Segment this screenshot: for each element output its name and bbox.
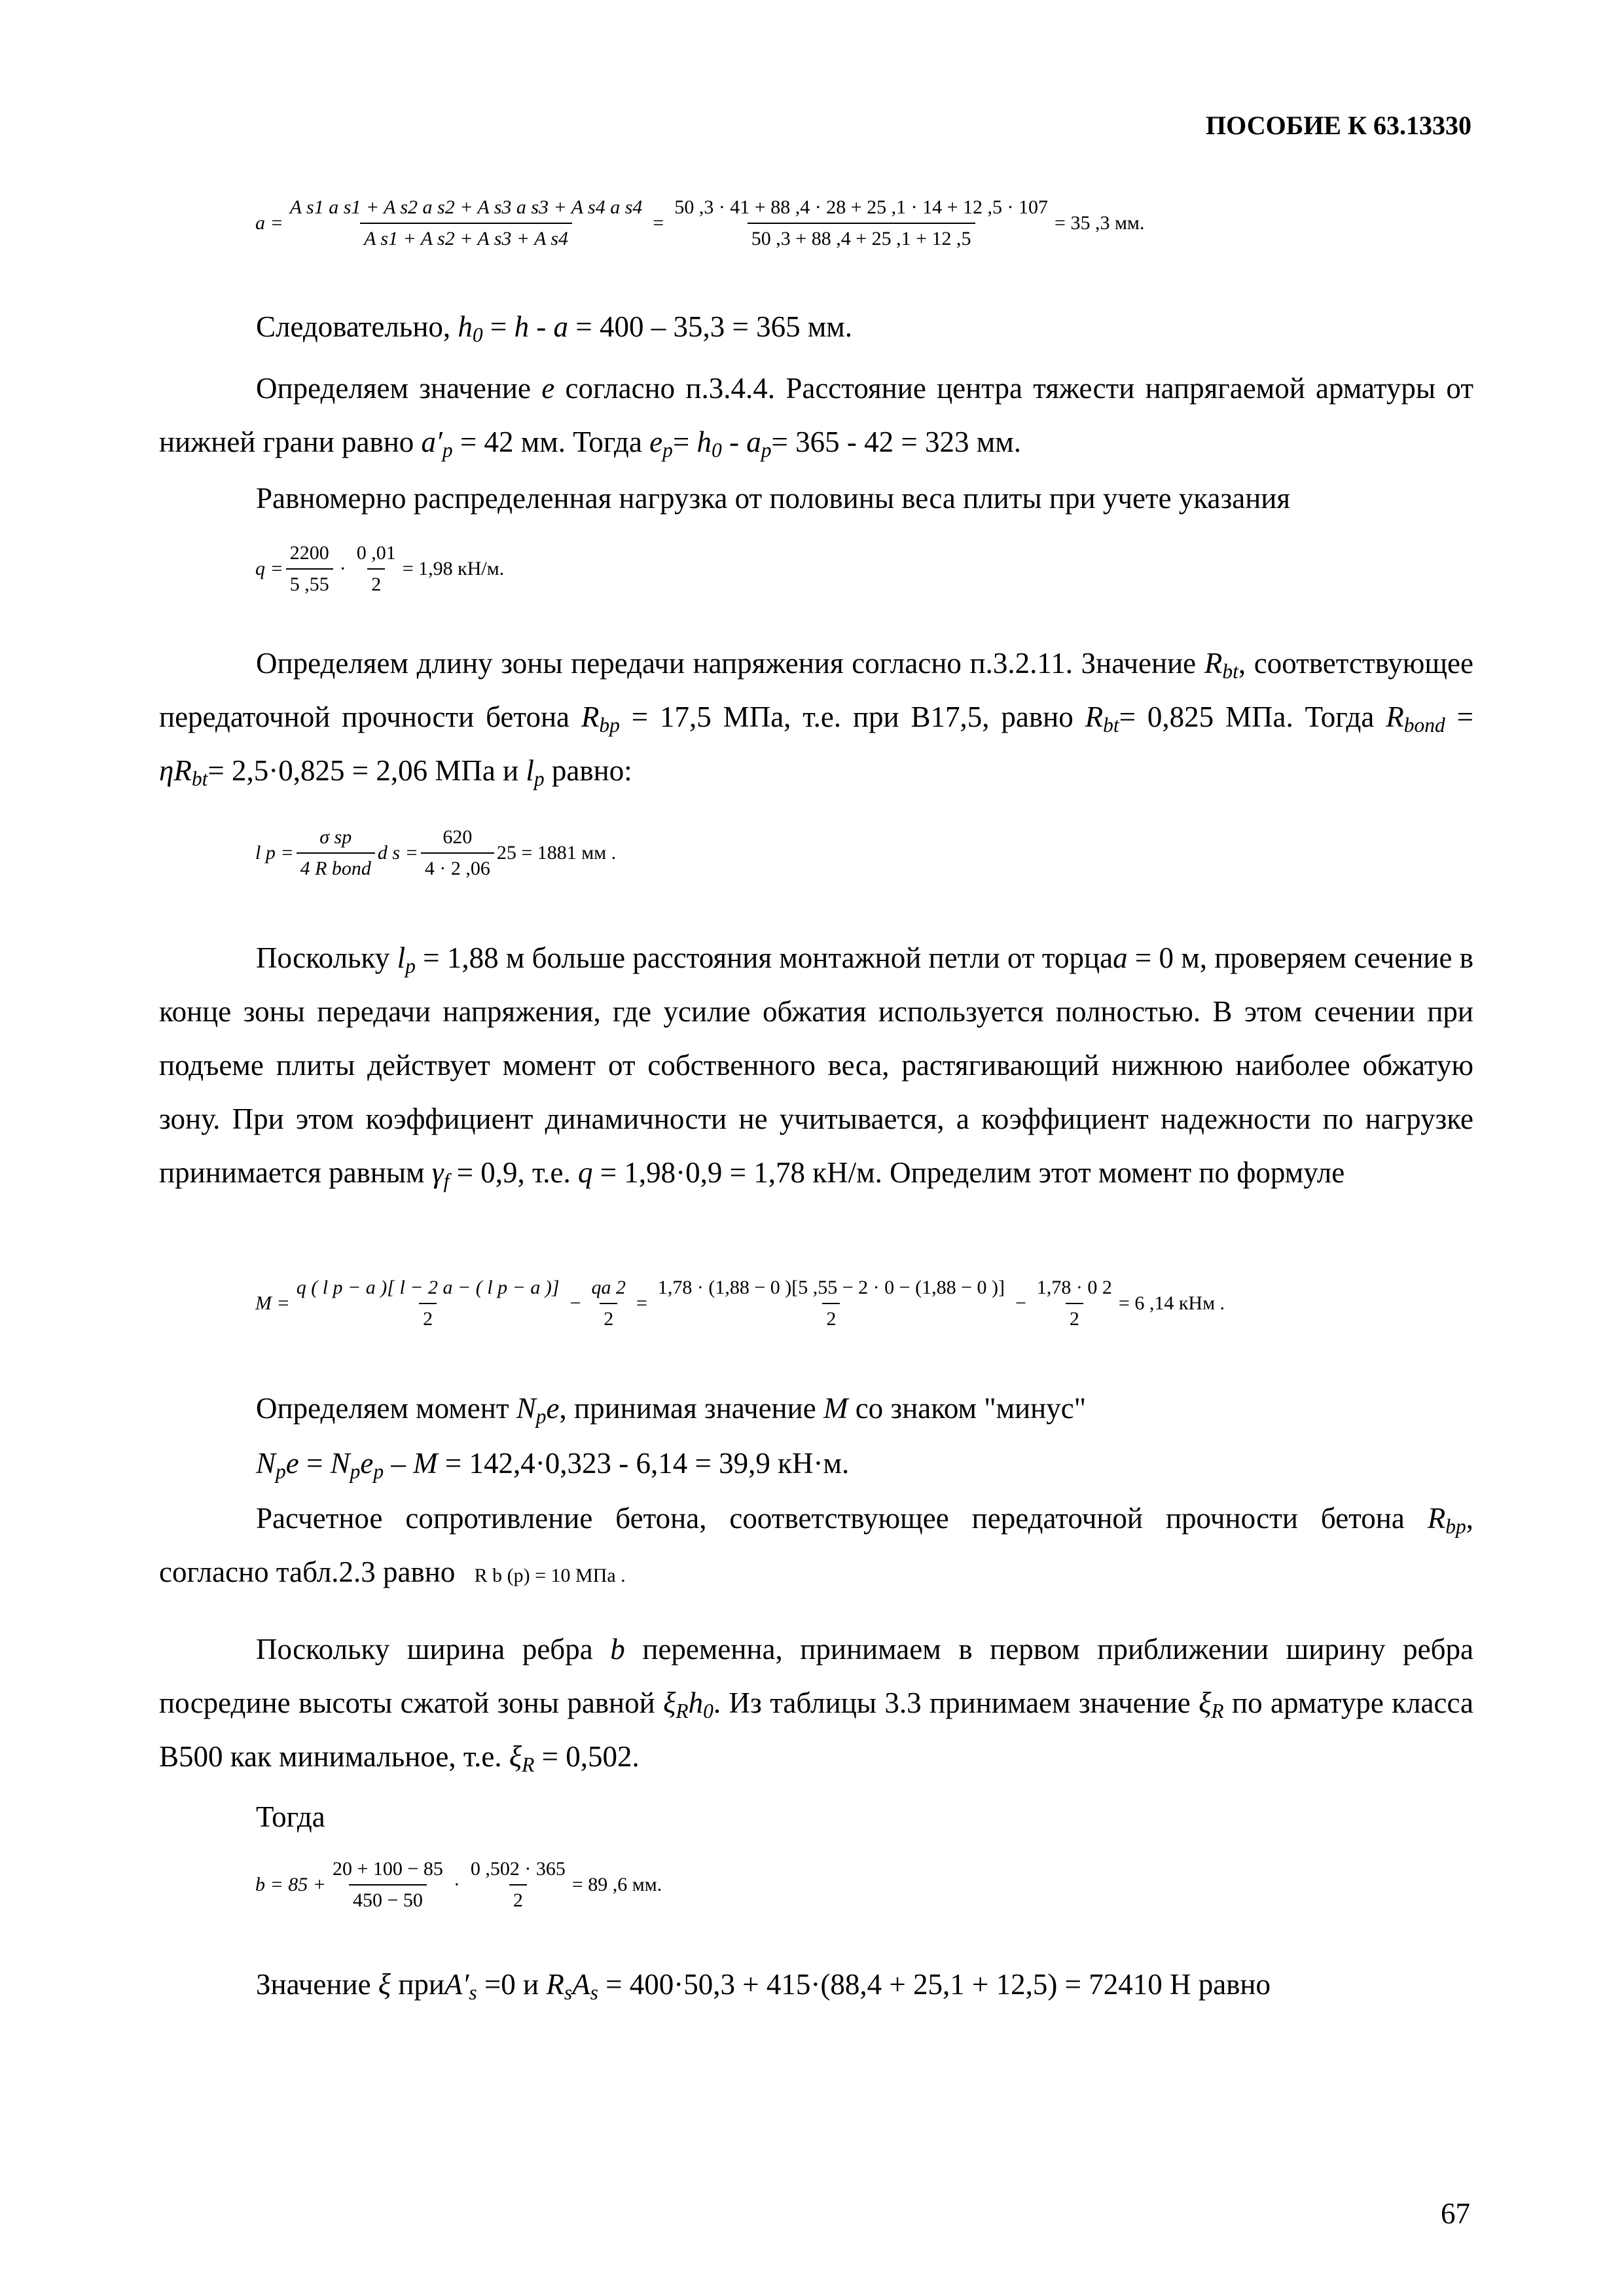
paragraph-rib-width: Поскольку ширина ребра b переменна, принимаем в первом приближении ширину ребра посредине высоты сжатой зоны равной $\xi_Rh_0$. Из таблицы 3.3 принимаем значение $\xi_R$ по арматуре класса В500 как минимальное, т.е. $\xi_R = 0,502$.: [159, 1633, 1473, 1776]
formula-q-lhs: q =: [255, 558, 283, 579]
formula-rb: R b (p) = 10 МПа .: [474, 1565, 626, 1586]
formula-a-den-val: 50 ,3 + 88 ,4 + 25 ,1 + 12 ,5: [748, 223, 975, 250]
paragraph-transfer-zone: Определяем длину зоны передачи напряжения согласно п.3.2.11. Значение $R_{bt}$, соответствующее передаточной прочности бетона $R_{bp} = 17,5$ МПа, т.е. при В17,5, равно $R_{bt}= 0,825$ МПа. Тогда $R_{bond} = \eta R_{bt}= 2,5\cdot 0,825 = 2,06$ МПа и $l_p$ равно:: [159, 647, 1474, 790]
formula-q-result: = 1,98 кН/м.: [402, 558, 505, 579]
paragraph-h0: Следовательно, $h_0 = h - a = 400 - 35,3 = 365$ мм.: [256, 310, 853, 346]
paragraph-npe-calc: $N_pe = N_pe_p - M = 142,4\cdot 0,323 - 6,14 = 39,9$ кН·м.: [256, 1447, 850, 1483]
formula-lp-lhs: l p =: [255, 842, 294, 864]
formula-a-den-sym: A s1 + A s2 + A s3 + A s4: [360, 223, 572, 250]
formula-a-num-sym: A s1 a s1 + A s2 a s2 + A s3 a s3 + A s4 a s4: [289, 196, 643, 218]
formula-a-frac-symbolic: [286, 196, 647, 250]
formula-M-lhs: M =: [255, 1292, 290, 1314]
formula-a-lhs: a =: [255, 212, 283, 234]
formula-M-result: = 6 ,14 кНм .: [1118, 1292, 1225, 1314]
formula-a-result: = 35 ,3 мм.: [1055, 212, 1145, 234]
paragraph-moment-npe: Определяем момент $N_pe$, принимая значение M со знаком "минус": [256, 1392, 1087, 1428]
formula-lp-result: 25 = 1881 мм .: [496, 842, 617, 864]
formula-q: q = $\frac{2200}{5 ,55}$ · $\frac{0 ,01}{2}$ = 1,98 кН/м.: [255, 542, 505, 595]
page-header: ПОСОБИЕ К 63.13330: [1206, 111, 1471, 140]
page-number: 67: [1441, 2197, 1470, 2230]
paragraph-load: Равномерно распределенная нагрузка от половины веса плиты при учете указания: [256, 482, 1291, 515]
paragraph-xi: Значение ξ $приA'_s =0$ и $R_sA_s = 400\cdot 50,3 + 415\cdot(88,4 + 25,1 + 12,5) = 72410$ Н равно: [256, 1968, 1271, 2004]
formula-a-frac-values: [670, 196, 1052, 250]
paragraph-rb: Расчетное сопротивление бетона, соответствующее передаточной прочности бетона $R_{bp}$, согласно табл.2.3 равно R b (p) = 10 МПа .: [159, 1502, 1473, 1588]
paragraph-section-check: Поскольку $l_p = 1,88$ м больше расстояния монтажной петли от торцаa = 0 м, проверяем сечение в конце зоны передачи напряжения, где усилие обжатия используется полностью. В этом сечении при подъеме плиты действует момент от собственного веса, растягивающий нижнюю наиболее обжатую зону. При этом коэффициент динамичности не учитывается, а коэффициент надежности по нагрузке принимается равным $\gamma_f = 0,9$, т.е. q = 1,98·0,9 = 1,78 кН/м. Определим этот момент по формуле: [159, 941, 1473, 1192]
formula-a-num-val: 50 ,3 · 41 + 88 ,4 · 28 + 25 ,1 · 14 + 12 ,5 · 107: [674, 196, 1049, 218]
formula-b: b = 85 + $\frac{20 + 100 - 85}{450 - 50}$ · $\frac{0 ,502 \cdot 365}{2}$ = 89 ,6 мм.: [255, 1858, 662, 1911]
paragraph-e: Определяем значение e согласно п.3.4.4. Расстояние центра тяжести напрягаемой арматуры от нижней грани равно $a'_p = 42$ мм. Тогда $e_p= h_0 - a_p= 365 - 42 = 323$ мм.: [159, 372, 1473, 462]
formula-a: a = $\frac{\text{A s1 a s1 + A s2 a s2 + A s3 a s3 + A s4 a s4}}{\text{A s1 + A s2 + A s3 + A s4}}$ = $\frac{50 ,3 \cdot 41 + 88 ,4 \cdot 28 + 25 ,1 \cdot 14 + 12 ,5 \cdot 107}{50 ,3 + 88 ,4 + 25 ,1 + 12 ,5}$ = 35 ,3 мм.: [255, 196, 1145, 249]
formula-M: M = $\frac{\text{q ( l p − a )[ l − 2 a − ( l p − a )]}}{2}$ − $\frac{qa 2}{2}$ = $\frac{1,78 \cdot (1,88 - 0 )[5 ,55 - 2 \cdot 0 - (1,88 - 0 )]}{2}$ − $\frac{1,78 \cdot 0 2}{2}$ = 6 ,14 кНм .: [255, 1277, 1225, 1330]
formula-b-result: = 89 ,6 мм.: [571, 1874, 662, 1895]
paragraph-then: Тогда: [256, 1800, 325, 1833]
formula-lp: l p = $\frac{\text{σ sp}}{\text{4 R bond}}$ d s = $\frac{620}{4 \cdot 2 ,06}$ 25 = 1881 мм .: [255, 826, 617, 879]
formula-b-lhs: b = 85 +: [255, 1874, 326, 1895]
